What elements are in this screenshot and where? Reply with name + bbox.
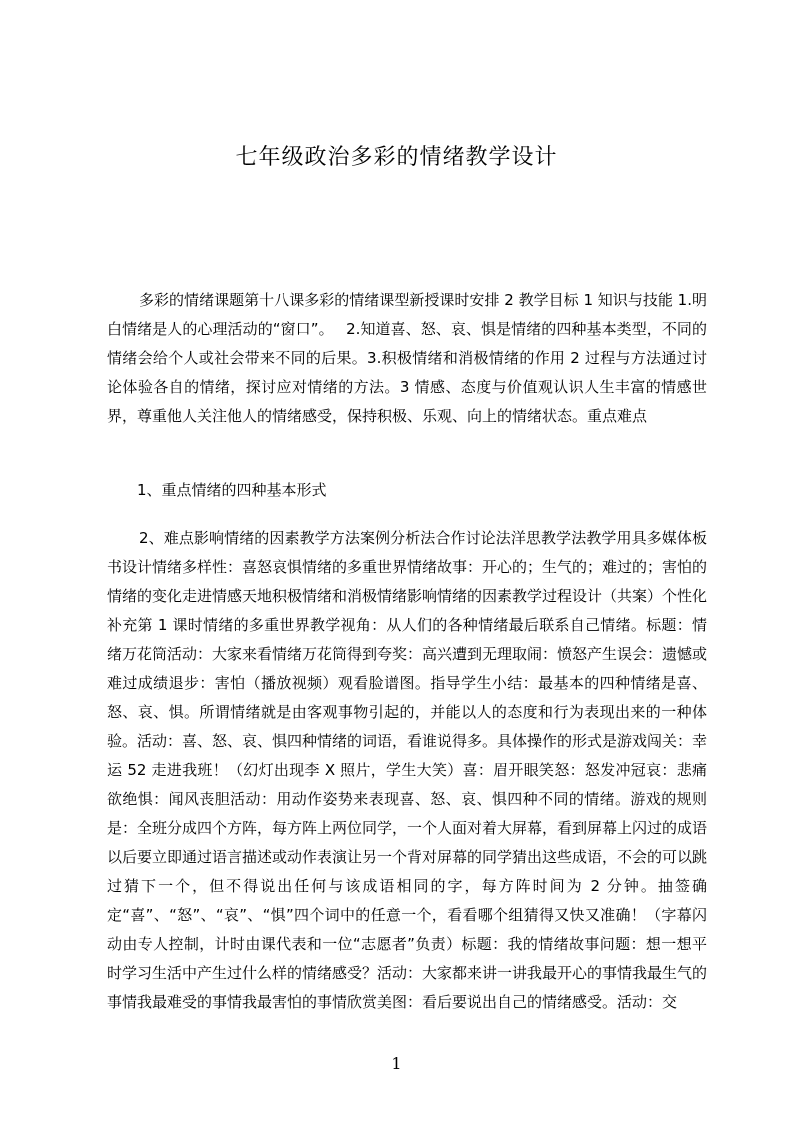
paragraph-key-point: 1、重点情绪的四种基本形式: [137, 481, 327, 499]
paragraph-teaching-process: 2、难点影响情绪的因素教学方法案例分析法合作讨论法洋思教学法教学用具多媒体板书设计情绪多样性：喜怒哀惧情绪的多重世界情绪故事：开心的；生气的；难过的；害怕的情绪的变化走进情感天地积极情绪和消极情绪影响情绪的因素教学过程设计（共案）个性化补充第 1 课时情绪的多重世界教学视角：从人们的各种情绪最后联系自己情绪。标题：情绪万花筒活动：大家来看情绪万花筒得到夸奖：高兴遭到无理取闹：愤怒产生误会：遗憾或难过成绩退步：害怕（播放视频）观看脸谱图。指导学生小结：最基本的四种情绪是喜、怒、哀、惧。所谓情绪就是由客观事物引起的，并能以人的态度和行为表现出来的一种体验。活动：喜、怒、哀、惧四种情绪的词语，看谁说得多。具体操作的形式是游戏闯关：幸运 52 走进我班！（幻灯出现李 X 照片，学生大笑）喜：眉开眼笑怒：怒发冲冠哀：悲痛欲绝惧：闻风丧胆活动：用动作姿势来表现喜、怒、哀、惧四种不同的情绪。游戏的规则是：全班分成四个方阵，每方阵上两位同学，一个人面对着大屏幕，看到屏幕上闪过的成语以后要立即通过语言描述或动作表演让另一个背对屏幕的同学猜出这些成语，不会的可以跳过猜下一个，但不得说出任何与该成语相同的字，每方阵时间为 2 分钟。抽签确定“喜”、“怒”、“哀”、“惧”四个词中的任意一个，看看哪个组猜得又快又准确！（字幕闪动由专人控制，计时由课代表和一位“志愿者”负责）标题：我的情绪故事问题：想一想平时学习生活中产生过什么样的情绪感受？活动：大家都来讲一讲我最开心的事情我最生气的事情我最难受的事情我最害怕的事情欣赏美图：看后要说出自己的情绪感受。活动：交: [107, 529, 708, 1011]
page-number: 1: [391, 1054, 402, 1073]
document-title: 七年级政治多彩的情绪教学设计: [235, 145, 558, 170]
paragraph-teaching-objectives: 多彩的情绪课题第十八课多彩的情绪课型新授课时安排 2 教学目标 1 知识与技能 1.明白情绪是人的心理活动的“窗口”。 2.知道喜、怒、哀、惧是情绪的四种基本类型，不同的情绪会给个人或社会带来不同的后果。3.积极情绪和消极情绪的作用 2 过程与方法通过讨论体验各自的情绪，探讨应对情绪的方法。3 情感、态度与价值观认识人生丰富的情感世界，尊重他人关注他人的情绪感受，保持积极、乐观、向上的情绪状态。重点难点: [107, 291, 707, 425]
